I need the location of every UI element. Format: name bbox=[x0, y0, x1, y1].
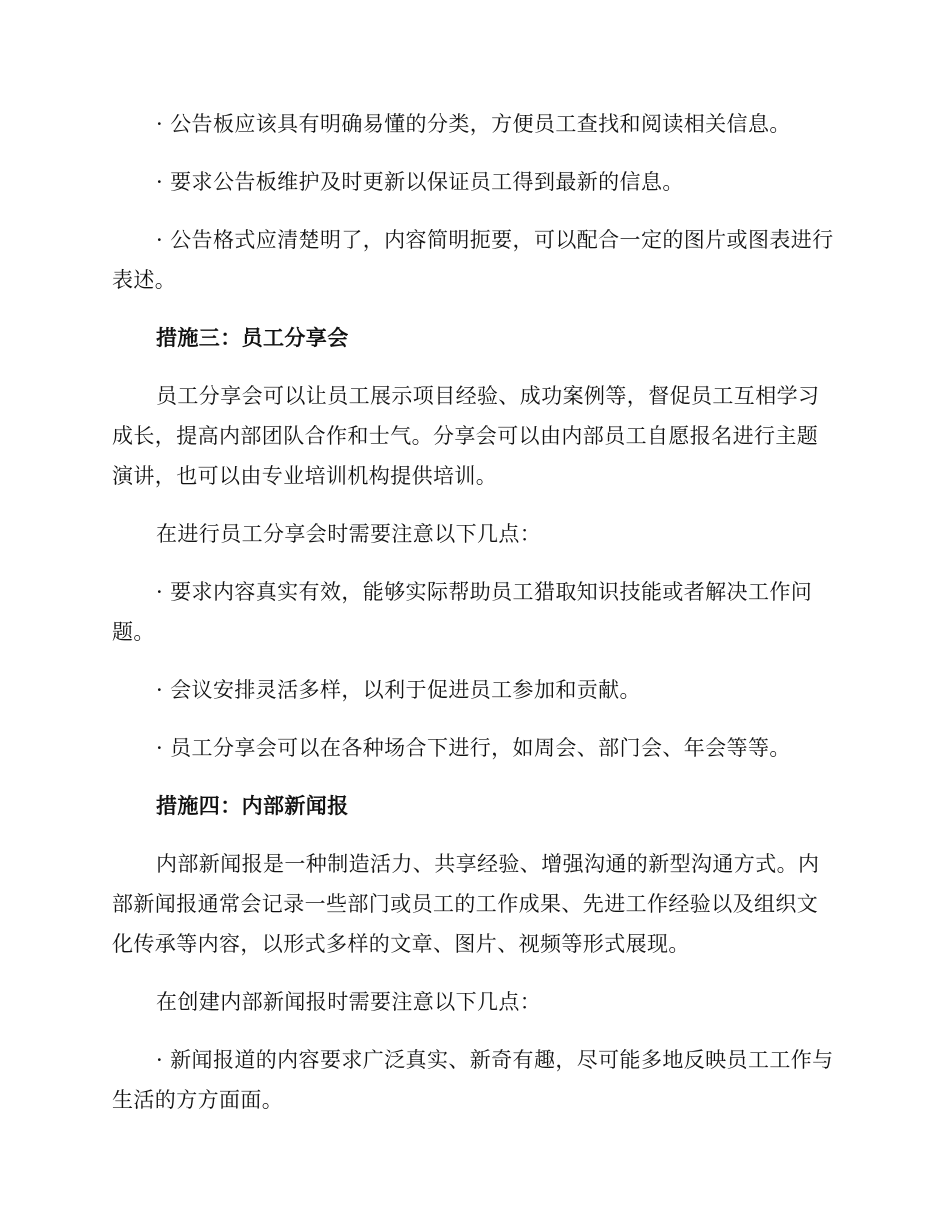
body-paragraph: 在进行员工分享会时需要注意以下几点： bbox=[156, 522, 542, 546]
bullet-item: · 要求内容真实有效，能够实际帮助员工猎取知识技能或者解决工作问题。 bbox=[112, 580, 813, 644]
bullet-item: · 员工分享会可以在各种场合下进行，如周会、部门会、年会等等。 bbox=[156, 736, 791, 760]
bullet-item: · 会议安排灵活多样，以利于促进员工参加和贡献。 bbox=[156, 678, 641, 702]
bullet-item: · 公告格式应清楚明了，内容简明扼要，可以配合一定的图片或图表进行表述。 bbox=[112, 228, 834, 292]
document-body bbox=[112, 104, 836, 1138]
section-heading: 措施四：内部新闻报 bbox=[156, 794, 349, 818]
bullet-item: · 新闻报道的内容要求广泛真实、新奇有趣，尽可能多地反映员工工作与生活的方方面面。 bbox=[112, 1048, 834, 1112]
section-heading: 措施三：员工分享会 bbox=[156, 326, 349, 350]
body-paragraph: 员工分享会可以让员工展示项目经验、成功案例等，督促员工互相学习成长，提高内部团队合作和士气。分享会可以由内部员工自愿报名进行主题演讲，也可以由专业培训机构提供培训。 bbox=[112, 384, 820, 488]
body-paragraph: 在创建内部新闻报时需要注意以下几点： bbox=[156, 990, 542, 1014]
bullet-item: · 公告板应该具有明确易懂的分类，方便员工查找和阅读相关信息。 bbox=[156, 112, 791, 136]
body-paragraph: 内部新闻报是一种制造活力、共享经验、增强沟通的新型沟通方式。内部新闻报通常会记录一些部门或员工的工作成果、先进工作经验以及组织文化传承等内容，以形式多样的文章、图片、视频等形式展现。 bbox=[112, 852, 820, 956]
bullet-item: · 要求公告板维护及时更新以保证员工得到最新的信息。 bbox=[156, 170, 684, 194]
